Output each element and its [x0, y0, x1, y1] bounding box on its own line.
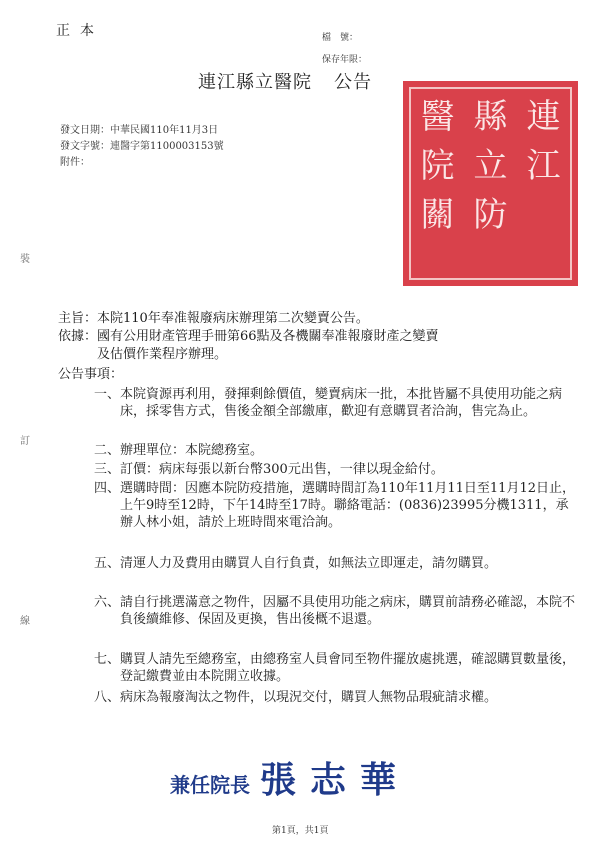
file-number-label: 檔 號：	[322, 33, 359, 43]
seal-char: 院	[420, 146, 455, 186]
basis-line-2: 及估價作業程序辦理。	[58, 347, 228, 362]
item-text: 請自行挑選滿意之物件，因屬不具使用功能之病床，購買前請務必確認，本院不負後續維修、保固及更換，售出後概不退還。	[120, 595, 576, 627]
side-mark-line: 線	[20, 616, 30, 627]
official-seal	[403, 81, 578, 286]
subject: 主旨：本院110年奉准報廢病床辦理第二次變賣公告。	[58, 311, 369, 326]
issue-number: 發文字號：連醫字第1100003153號	[60, 141, 224, 152]
doc-type: 公告	[334, 72, 372, 93]
item-text: 選購時間：因應本院防疫措施，選購時間訂為110年11月11日至11月12日止，上午9時至12時，下午14時至17時。聯絡電話：(0836)23995分機1311，承辦人林小姐，請於上班時間來電洽詢。	[120, 481, 575, 530]
list-item	[58, 386, 575, 420]
item-number: 四、	[93, 481, 120, 496]
seal-char: 防	[473, 195, 508, 235]
side-mark-staple: 訂	[20, 436, 30, 447]
item-number: 八、	[93, 690, 120, 705]
page-footer: 第1頁，共1頁	[272, 826, 329, 836]
item-text: 辦理單位：本院總務室。	[120, 443, 264, 458]
seal-char: 關	[420, 195, 455, 235]
document-title	[198, 68, 372, 94]
item-number: 五、	[93, 556, 120, 571]
item-text: 本院資源再利用，發揮剩餘價值，變賣病床一批，本批皆屬不具使用功能之病床，採零售方式，售後金額全部繳庫，歡迎有意購買者洽詢，售完為止。	[120, 387, 563, 419]
org-name: 連江縣立醫院	[198, 72, 312, 93]
signature-title: 兼任院長	[170, 773, 250, 797]
list-item	[58, 480, 575, 531]
item-number: 三、	[93, 462, 120, 477]
seal-char: 江	[526, 146, 561, 186]
list-item	[58, 555, 575, 572]
seal-char: 連	[526, 97, 561, 137]
issue-date: 發文日期：中華民國110年11月3日	[60, 125, 219, 136]
side-mark-bind: 裝	[20, 254, 30, 265]
attachment: 附件：	[60, 157, 90, 168]
item-text: 訂價：病床每張以新台幣300元出售，一律以現金給付。	[120, 462, 444, 477]
item-text: 清運人力及費用由購買人自行負責，如無法立即運走，請勿購買。	[120, 556, 498, 571]
seal-characters	[409, 87, 572, 280]
item-text: 購買人請先至總務室，由總務室人員會同至物件擺放處挑選，確認購買數量後，登記繳費並由本院開立收據。	[120, 652, 576, 684]
item-number: 七、	[93, 652, 120, 667]
list-item	[58, 651, 575, 685]
item-text: 病床為報廢淘汰之物件，以現況交付，購買人無物品瑕疵請求權。	[120, 690, 498, 705]
retention-label: 保存年限：	[322, 55, 368, 65]
list-item	[58, 442, 575, 459]
signature	[170, 752, 410, 803]
basis-line-1: 依據：國有公用財產管理手冊第66點及各機關奉准報廢財產之變賣	[58, 329, 439, 344]
notice-heading: 公告事項：	[58, 367, 124, 382]
list-item	[58, 689, 575, 706]
item-number: 一、	[93, 387, 120, 402]
seal-char: 醫	[420, 97, 455, 137]
item-number: 六、	[93, 595, 120, 610]
list-item	[58, 461, 575, 478]
seal-char: 縣	[473, 97, 508, 137]
copy-label: 正本	[56, 23, 104, 39]
item-number: 二、	[93, 443, 120, 458]
seal-char: 立	[473, 146, 508, 186]
list-item	[58, 594, 575, 628]
signature-name: 張志華	[260, 759, 411, 801]
